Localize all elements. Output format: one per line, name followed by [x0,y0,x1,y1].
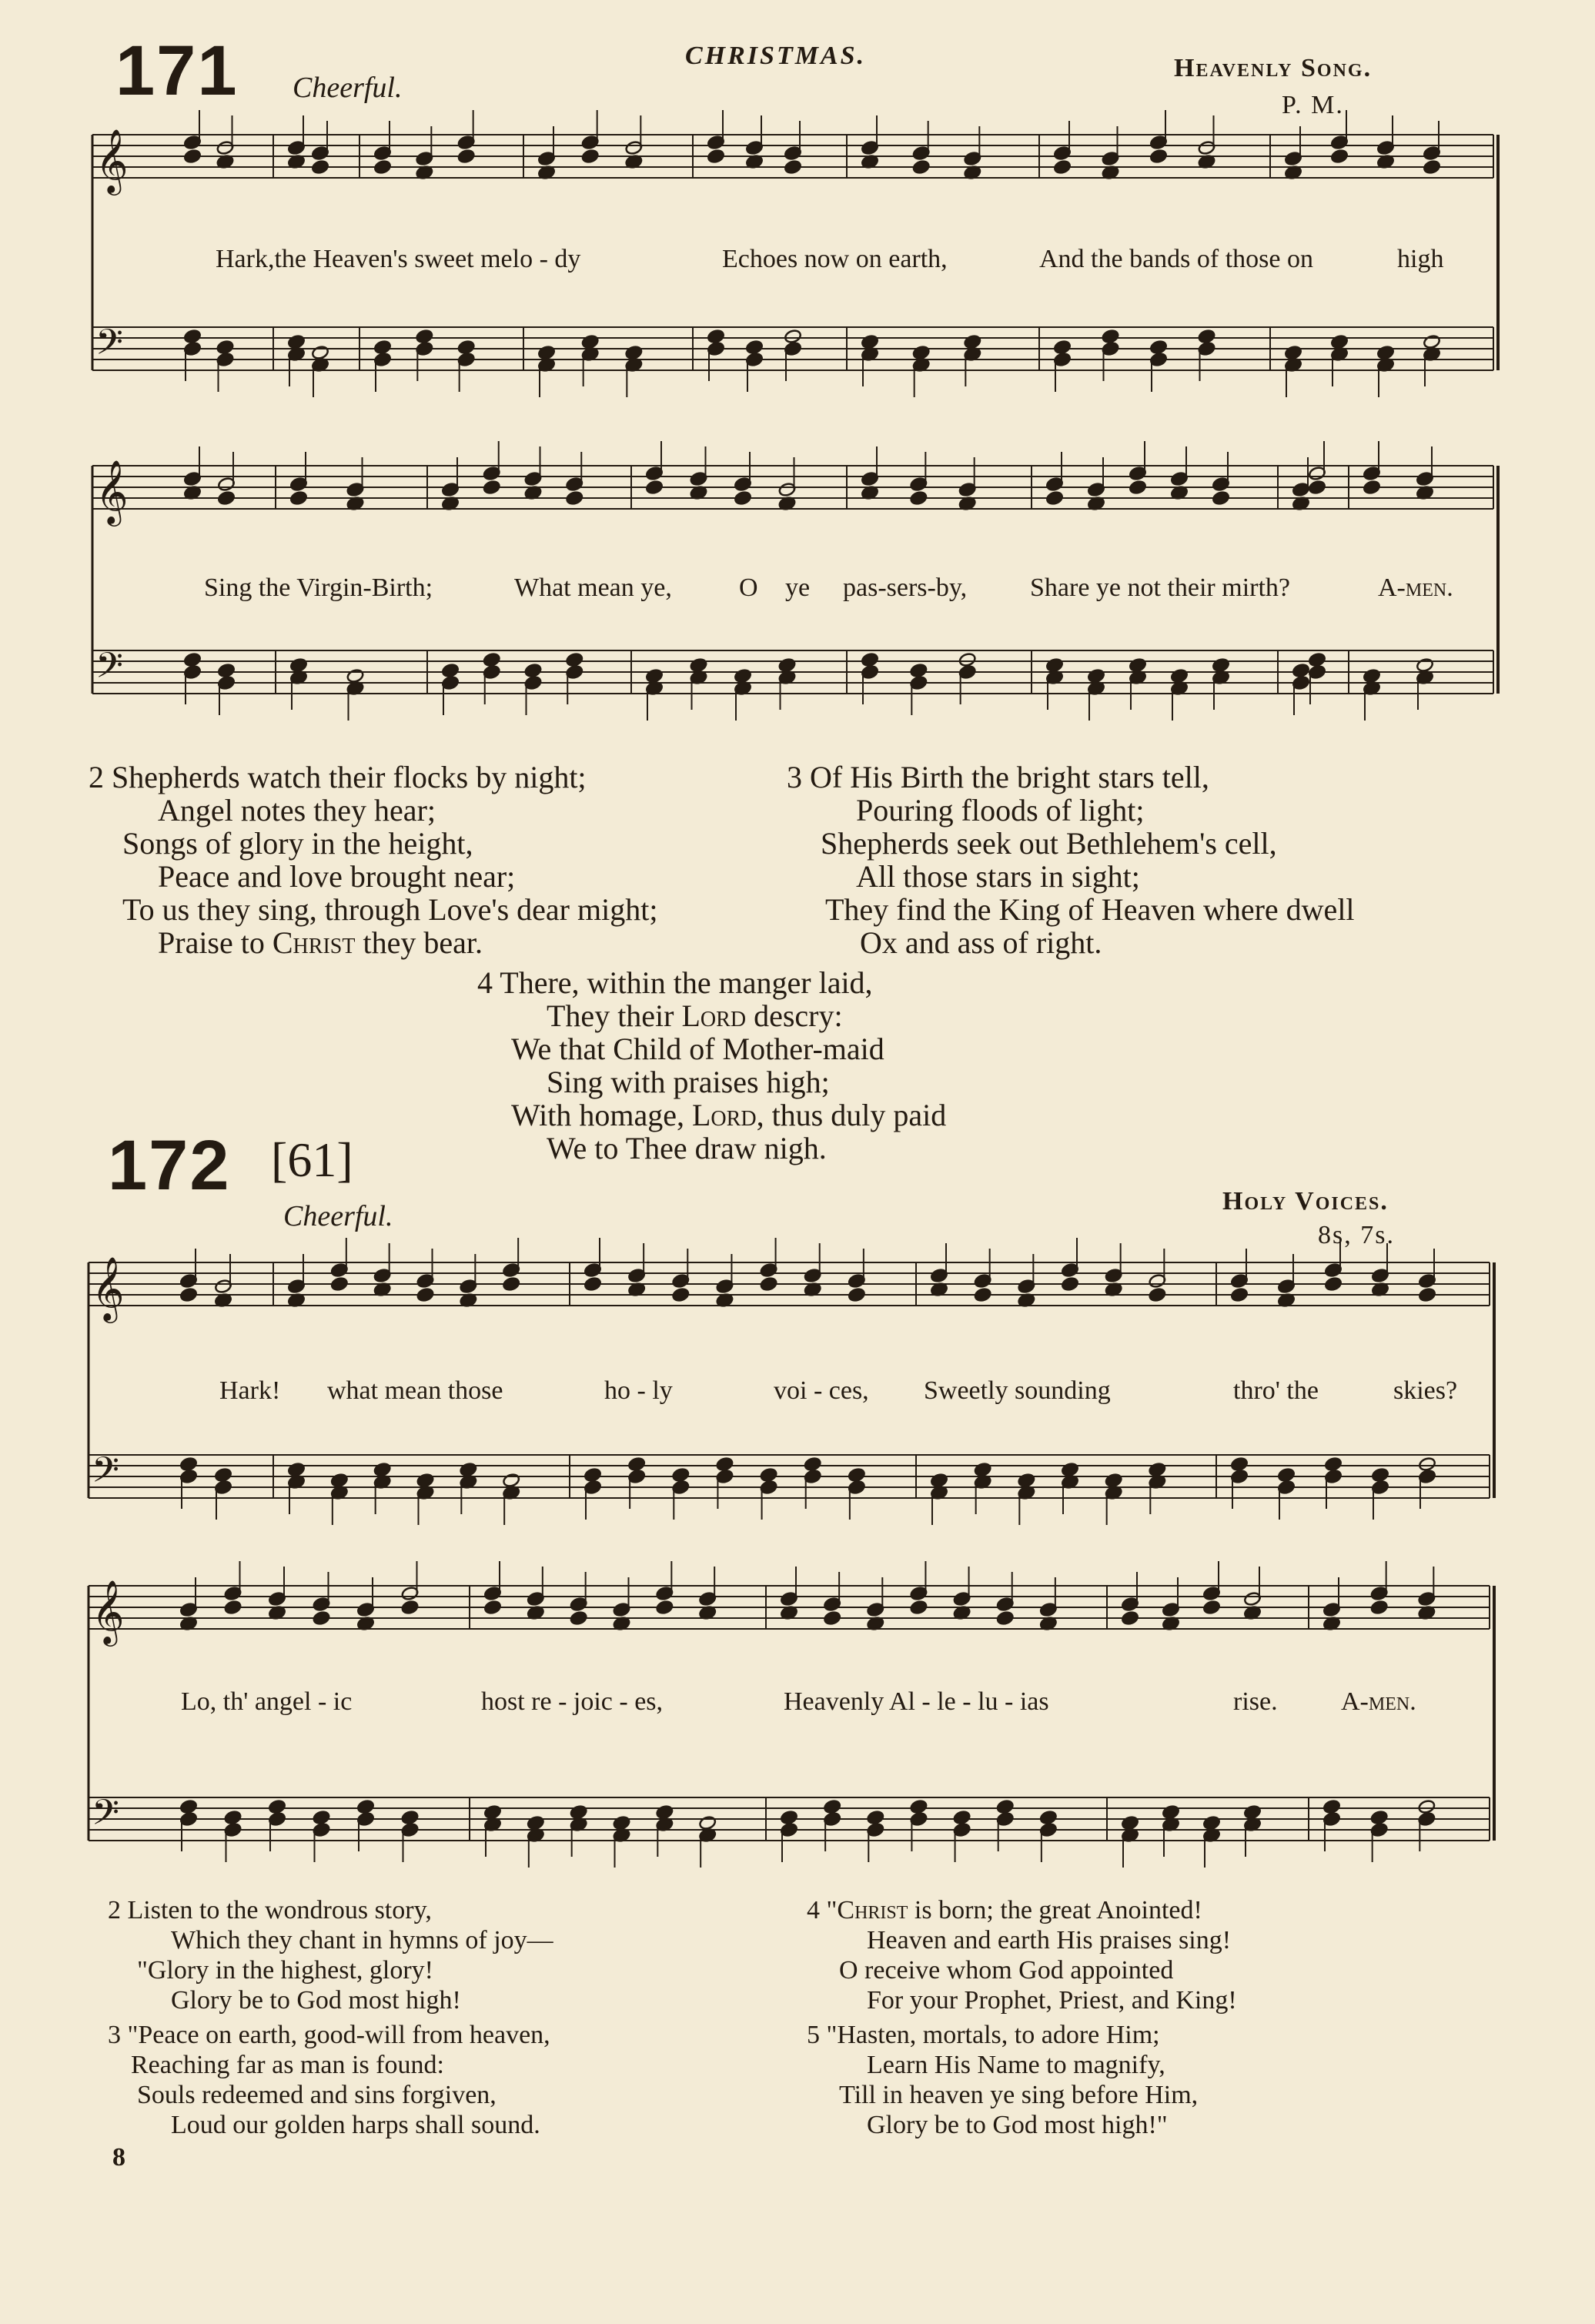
note-head [1243,1804,1262,1820]
clef-icon: 𝄢 [95,645,124,695]
note-head [1370,1600,1389,1615]
note-head [1284,345,1302,360]
note-head [1212,490,1230,506]
note-head [583,1467,602,1483]
note-head [1149,149,1168,164]
note-head [457,339,476,355]
verse-line: Pouring floods of light; [856,793,1145,828]
note-head [1018,1473,1036,1488]
note-head [565,490,583,506]
note-head [311,345,329,360]
note-head [910,1600,928,1615]
verse-line: They their Lord descry: [547,998,843,1033]
note-head [441,663,460,678]
note-head [313,1610,331,1626]
note-head [373,159,392,175]
note-head [1129,657,1147,673]
verse-line: Which they chant in hymns of joy— [171,1926,553,1955]
page-number: 8 [112,2143,125,2172]
note-head [1324,1456,1343,1472]
note-head [483,480,501,495]
note-head [313,1810,331,1825]
verse-line: Till in heaven ye sing before Him, [839,2081,1199,2109]
note-head [1121,1610,1139,1626]
note-head [483,1804,502,1820]
note-head [861,652,879,667]
verse-line: O receive whom God appointed [839,1956,1174,1985]
note-head [1105,1473,1123,1488]
verse-172-5 [807,2020,1198,2140]
note-head [760,1467,778,1483]
note-head [373,1462,392,1477]
note-head [996,1610,1015,1626]
note-head [1292,663,1310,678]
note-head [1102,329,1120,344]
note-head [565,652,583,667]
note-head [570,1610,588,1626]
note-head [268,1799,286,1814]
note-head [625,345,644,360]
lyric-171-2e: pas-sers-by, [843,573,968,602]
verse-line: Peace and love brought near; [158,859,516,894]
hymn-number-171: 171 [115,32,239,110]
lyric-171-2c: O [739,573,758,602]
verse-line: 3 "Peace on earth, good-will from heaven, [108,2021,550,2049]
note-head [356,1799,375,1814]
lyric-171-2f: Share ye not their mirth? [1030,573,1291,602]
note-head [183,149,202,164]
verse-172-4 [807,1895,1237,2015]
note-head [958,652,977,667]
verse-171-2 [89,761,657,959]
note-head [848,1287,866,1302]
note-head [804,1456,822,1472]
verse-172-2 [108,1895,553,2015]
note-head [581,149,600,164]
note-head [483,652,501,667]
note-head [287,334,306,349]
lyric-171-1d: high [1397,245,1444,273]
verse-line: We that Child of Mother-maid [511,1032,884,1066]
note-head [707,149,725,164]
verse-line: Reaching far as man is found: [131,2051,444,2079]
verse-line: 2 Listen to the wondrous story, [108,1896,432,1924]
note-head [1370,1810,1389,1825]
lyric-172-1e: Sweetly sounding [924,1376,1111,1405]
lyric-171-1c: And the bands of those on [1039,245,1314,273]
verse-line: Shepherds seek out Bethlehem's cell, [821,826,1277,861]
hymn-ref-172: [61] [271,1132,353,1187]
clef-icon: 𝄞 [92,1256,125,1320]
note-head [866,1810,884,1825]
note-head [1129,480,1147,495]
note-head [1039,1810,1058,1825]
note-head [974,1462,992,1477]
note-head [1045,657,1064,673]
note-head [1418,1456,1436,1472]
note-head [1061,1462,1079,1477]
note-head [953,1810,971,1825]
lyric-172-1f: thro' the [1233,1376,1319,1405]
note-head [457,149,476,164]
clef-icon: 𝄢 [92,1450,120,1500]
note-head [912,159,931,175]
note-head [1087,668,1105,684]
hymn-number-172: 172 [108,1126,231,1205]
note-head [1423,334,1441,349]
verse-line: They find the King of Heaven where dwell [825,892,1355,927]
lyric-171-amen: A-men. [1378,573,1453,602]
note-head [502,1473,520,1488]
note-head [848,1467,866,1483]
note-head [416,329,434,344]
verse-line: 5 "Hasten, mortals, to adore Him; [807,2021,1160,2049]
note-head [910,663,928,678]
clef-icon: 𝄢 [92,1792,120,1842]
note-head [460,1462,478,1477]
note-head [217,663,236,678]
note-head [527,1815,545,1831]
note-head [346,668,365,684]
note-head [1053,159,1072,175]
lyric-172-2c: Heavenly Al - le - lu - ias [784,1687,1049,1716]
lyric-171-2a: Sing the Virgin-Birth; [204,573,433,602]
verse-line: "Glory in the highest, glory! [137,1956,433,1985]
tempo-marking-171: Cheerful. [293,72,403,104]
note-head [1198,329,1216,344]
note-head [1363,668,1381,684]
verse-line: Learn His Name to magnify, [867,2051,1165,2079]
note-head [1308,480,1326,495]
note-head [1418,1799,1436,1814]
note-head [217,490,236,506]
note-head [183,652,202,667]
note-head [1376,345,1395,360]
note-head [910,1799,928,1814]
verse-172-3 [108,2020,550,2140]
section-title: CHRISTMAS. [685,42,867,70]
note-head [671,1467,690,1483]
lyric-172-2b: host re - joic - es, [481,1687,664,1716]
note-head [581,334,600,349]
note-head [1202,1600,1221,1615]
note-head [1230,1287,1249,1302]
note-head [179,1456,198,1472]
verse-line: We to Thee draw nigh. [547,1131,827,1165]
note-head [1149,339,1168,355]
small-caps-word: Lord [681,998,747,1033]
meter-171: P. M. [1282,91,1344,119]
lyric-171-2d: ye [785,573,811,602]
note-head [330,1276,349,1292]
verse-line: Heaven and earth His praises sing! [867,1926,1232,1955]
note-head [330,1473,349,1488]
note-head [1202,1815,1221,1831]
note-head [1330,334,1349,349]
note-head [179,1287,198,1302]
lyric-171-1b: Echoes now on earth, [722,245,948,273]
lyric-172-1b: what mean those [327,1376,503,1405]
note-head [216,339,235,355]
lyric-172-1c: ho - ly [604,1376,673,1405]
note-head [707,329,725,344]
verse-line: With homage, Lord, thus duly paid [511,1098,947,1132]
clef-icon: 𝄞 [95,459,129,523]
verse-line: 3 Of His Birth the bright stars tell, [787,760,1209,794]
lyric-172-1a: Hark! [219,1376,281,1405]
note-head [716,1456,734,1472]
clef-icon: 𝄞 [95,128,129,192]
small-caps-word: Christ [837,1896,908,1924]
note-head [401,1810,420,1825]
tune-name-171: Heavenly Song. [1174,54,1373,82]
note-head [964,334,982,349]
tempo-marking-172: Cheerful. [283,1200,393,1232]
note-head [1162,1804,1180,1820]
note-head [1149,1462,1167,1477]
note-head [1418,1287,1436,1302]
note-head [1230,1456,1249,1472]
lyric-172-amen: A-men. [1341,1687,1416,1716]
note-head [1423,159,1441,175]
note-head [224,1600,242,1615]
note-head [823,1610,841,1626]
verse-171-4 [477,966,946,1165]
clef-icon: 𝄞 [92,1579,125,1644]
note-head [1308,652,1326,667]
note-head [416,1473,435,1488]
note-head [311,159,329,175]
verse-line: For your Prophet, Priest, and King! [867,1986,1237,2015]
note-head [537,345,556,360]
note-head [1170,668,1189,684]
note-head [910,490,928,506]
note-head [780,1810,798,1825]
verse-line: Glory be to God most high! [171,1986,461,2015]
note-head [1277,1467,1296,1483]
note-head [1053,339,1072,355]
small-caps-word: Christ [272,925,356,960]
verse-line: Angel notes they hear; [158,793,436,828]
verse-line: Glory be to God most high!" [867,2111,1168,2139]
note-head [1363,480,1381,495]
note-head [784,329,802,344]
verse-line: 4 "Christ is born; the great Anointed! [807,1896,1202,1924]
note-head [974,1287,992,1302]
note-head [912,345,931,360]
note-head [690,657,708,673]
note-head [734,490,752,506]
note-head [1322,1799,1341,1814]
verse-line: 4 There, within the manger laid, [477,965,873,1000]
lyric-172-2a: Lo, th' angel - ic [181,1687,353,1716]
note-head [289,657,308,673]
note-head [645,668,664,684]
note-head [524,663,543,678]
meter-172: 8s, 7s. [1318,1221,1395,1249]
note-head [1416,657,1434,673]
note-head [671,1287,690,1302]
note-head [996,1799,1015,1814]
verse-line: Ox and ass of right. [860,925,1102,960]
note-head [656,1804,674,1820]
verse-171-3 [787,761,1355,959]
note-head [656,1600,674,1615]
note-head [823,1799,841,1814]
verse-line: All those stars in sight; [856,859,1140,894]
note-head [1324,1276,1343,1292]
verse-line: Songs of glory in the height, [122,826,473,861]
note-head [1149,1287,1167,1302]
note-head [183,329,202,344]
verse-line: Praise to Christ they bear. [158,925,483,960]
verse-line: Sing with praises high; [547,1065,830,1099]
note-head [401,1600,420,1615]
note-head [734,668,752,684]
small-caps-word: Lord [692,1098,757,1132]
clef-icon: 𝄢 [95,322,124,372]
note-head [778,657,797,673]
verse-line: 2 Shepherds watch their flocks by night; [89,760,587,794]
note-head [930,1473,948,1488]
note-head [214,1467,232,1483]
note-head [1212,657,1230,673]
note-head [502,1276,520,1292]
note-head [1330,149,1349,164]
note-head [613,1815,631,1831]
note-head [1371,1467,1389,1483]
lyric-171-2b: What mean ye, [514,573,672,602]
note-head [287,1462,306,1477]
note-head [224,1810,242,1825]
verse-line: Souls redeemed and sins forgiven, [137,2081,497,2109]
verse-line: To us they sing, through Love's dear might; [122,892,658,927]
note-head [289,490,308,506]
lyric-172-2d: rise. [1233,1687,1278,1716]
note-head [1045,490,1064,506]
note-head [760,1276,778,1292]
note-head [745,339,764,355]
note-head [373,339,392,355]
note-head [784,159,802,175]
note-head [698,1815,717,1831]
note-head [627,1456,646,1472]
note-head [570,1804,588,1820]
lyric-172-1g: skies? [1393,1376,1458,1405]
note-head [645,480,664,495]
note-head [1061,1276,1079,1292]
tune-name-172: Holy Voices. [1222,1187,1389,1216]
note-head [416,1287,435,1302]
note-head [179,1799,198,1814]
note-head [483,1600,502,1615]
note-head [583,1276,602,1292]
verse-line: Loud our golden harps shall sound. [171,2111,540,2139]
lyric-172-1d: voi - ces, [774,1376,869,1405]
note-head [1121,1815,1139,1831]
note-head [861,334,879,349]
lyric-171-1a: Hark,the Heaven's sweet melo - dy [216,245,581,273]
